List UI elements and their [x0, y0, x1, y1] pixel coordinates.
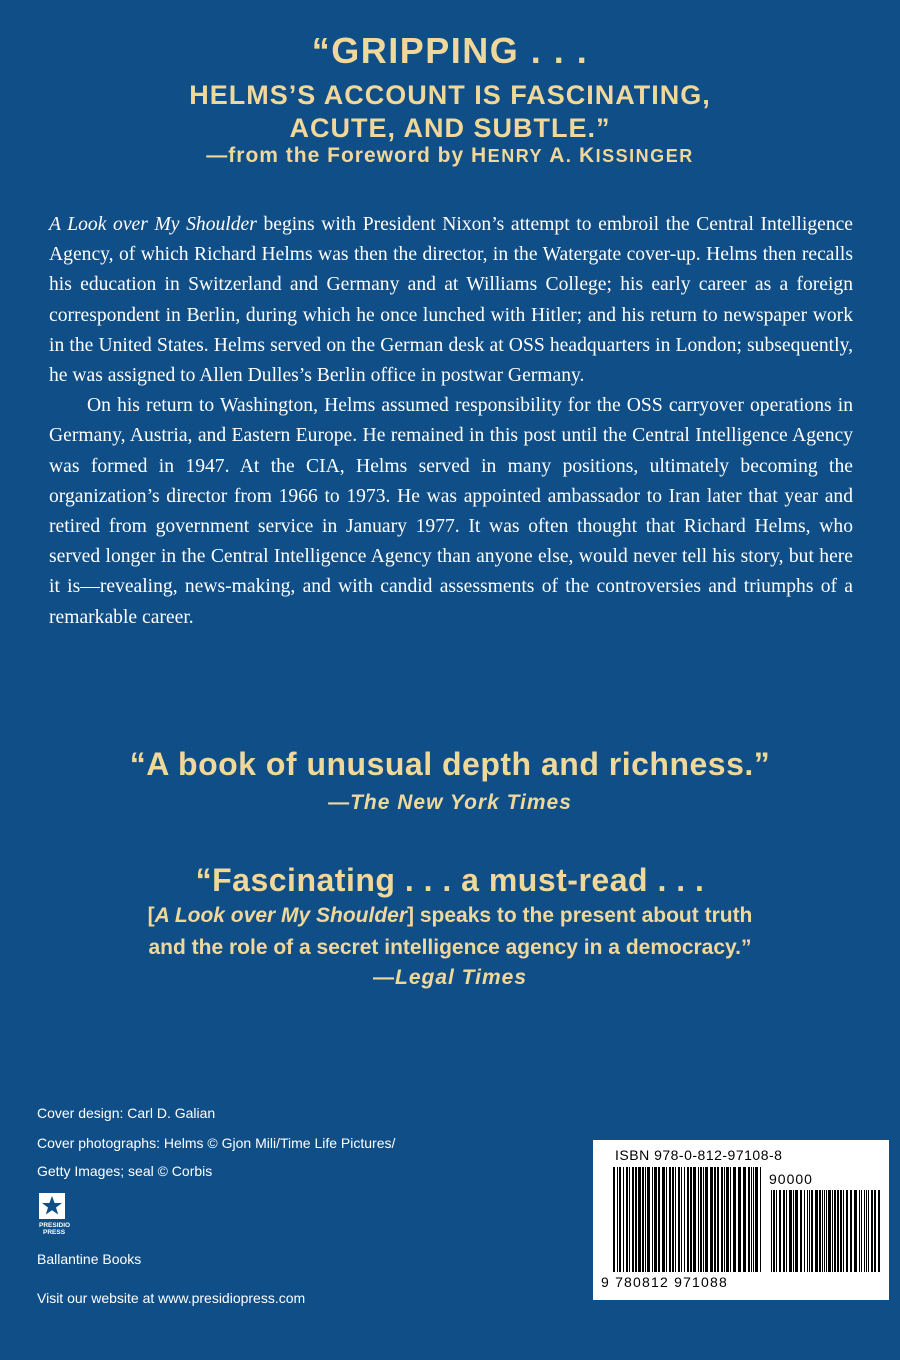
bracket-open: [	[147, 904, 155, 927]
blurb-paragraph-2: On his return to Washington, Helms assumed responsibility for the OSS carryover operations in Germany, Austria, and Eastern Europe. He remained in this post until the Central Intelligence Agency was formed in 1947. At the CIA, Helms served in many positions, ultimately becoming the organization’s director from 1966 to 1973. He was appointed ambassador to Iran later that year and retired from government service in January 1977. It was often thought that Richard Helms, who served longer in the Central Intelligence Agency than anyone else, would never tell his story, but here it is—revealing, news-making, and with candid assessments of the controversies and triumphs of a remarkable career.	[49, 395, 853, 628]
source-name: The New York Times	[350, 791, 572, 814]
quoted-book-title: A Look over My Shoulder	[154, 904, 408, 927]
header-quote-line1: “GRIPPING . . .	[311, 30, 589, 71]
publisher-website: Visit our website at www.presidiopress.com	[37, 1290, 306, 1306]
header-quote-line3: ACUTE, AND SUBTLE.”	[289, 113, 611, 143]
barcode-digits: 9 780812 971088	[601, 1274, 728, 1290]
blurb-book-title: A Look over My Shoulder	[49, 214, 257, 235]
review-quote-nyt: “A book of unusual depth and richness.”	[129, 746, 771, 782]
review-quote-legal-line1: “Fascinating . . . a must-read . . .	[195, 862, 705, 898]
logo-text-press: PRESS	[43, 1229, 66, 1236]
isbn-label: ISBN 978-0-812-97108-8	[615, 1147, 783, 1163]
description-blurb	[49, 210, 853, 633]
blurb-paragraph-1-text: begins with President Nixon’s attempt to embroil the Central Intelligence Agency, of which Richard Helms was then the director, in the Watergate cover-up. Helms then recalls his education in Switzerland and Germany and at Williams College; his early career as a foreign correspondent in Berlin, during which he once lunched with Hitler; and his return to newspaper work in the United States. Helms served on the German desk at OSS headquarters in London; subsequently, he was assigned to Allen Dulles’s Berlin office in postwar Germany.	[49, 214, 854, 387]
header-attribution	[0, 144, 900, 168]
price-addon-digits: 90000	[769, 1171, 813, 1187]
cover-photo-credit-line1: Cover photographs: Helms © Gjon Mili/Time Life Pictures/	[37, 1135, 396, 1151]
review-source-legal	[0, 966, 900, 990]
presidio-press-logo	[38, 1192, 74, 1238]
isbn-barcode	[593, 1140, 889, 1300]
cover-design-credit: Cover design: Carl D. Galian	[37, 1105, 216, 1121]
cover-photo-credit-line2: Getty Images; seal © Corbis	[37, 1163, 213, 1179]
review-source-nyt	[0, 791, 900, 815]
source-name: Legal Times	[395, 966, 527, 989]
review-quote-legal-line2	[0, 900, 900, 932]
attribution-name: HENRY A. KISSINGER	[471, 144, 694, 167]
attribution-prefix: —from the Foreword by	[206, 144, 465, 167]
line2-rest: ] speaks to the present about truth	[407, 904, 753, 927]
source-dash: —	[328, 791, 351, 814]
review-quote-legal-line3: and the role of a secret intelligence agency in a democracy.”	[148, 936, 752, 959]
source-dash: —	[373, 966, 395, 989]
logo-text-presidio: PRESIDIO	[39, 1222, 71, 1229]
header-quote-line2: HELMS’S ACCOUNT IS FASCINATING,	[189, 80, 711, 110]
publisher-name: Ballantine Books	[37, 1251, 142, 1267]
blurb-paragraph-1	[49, 210, 853, 391]
